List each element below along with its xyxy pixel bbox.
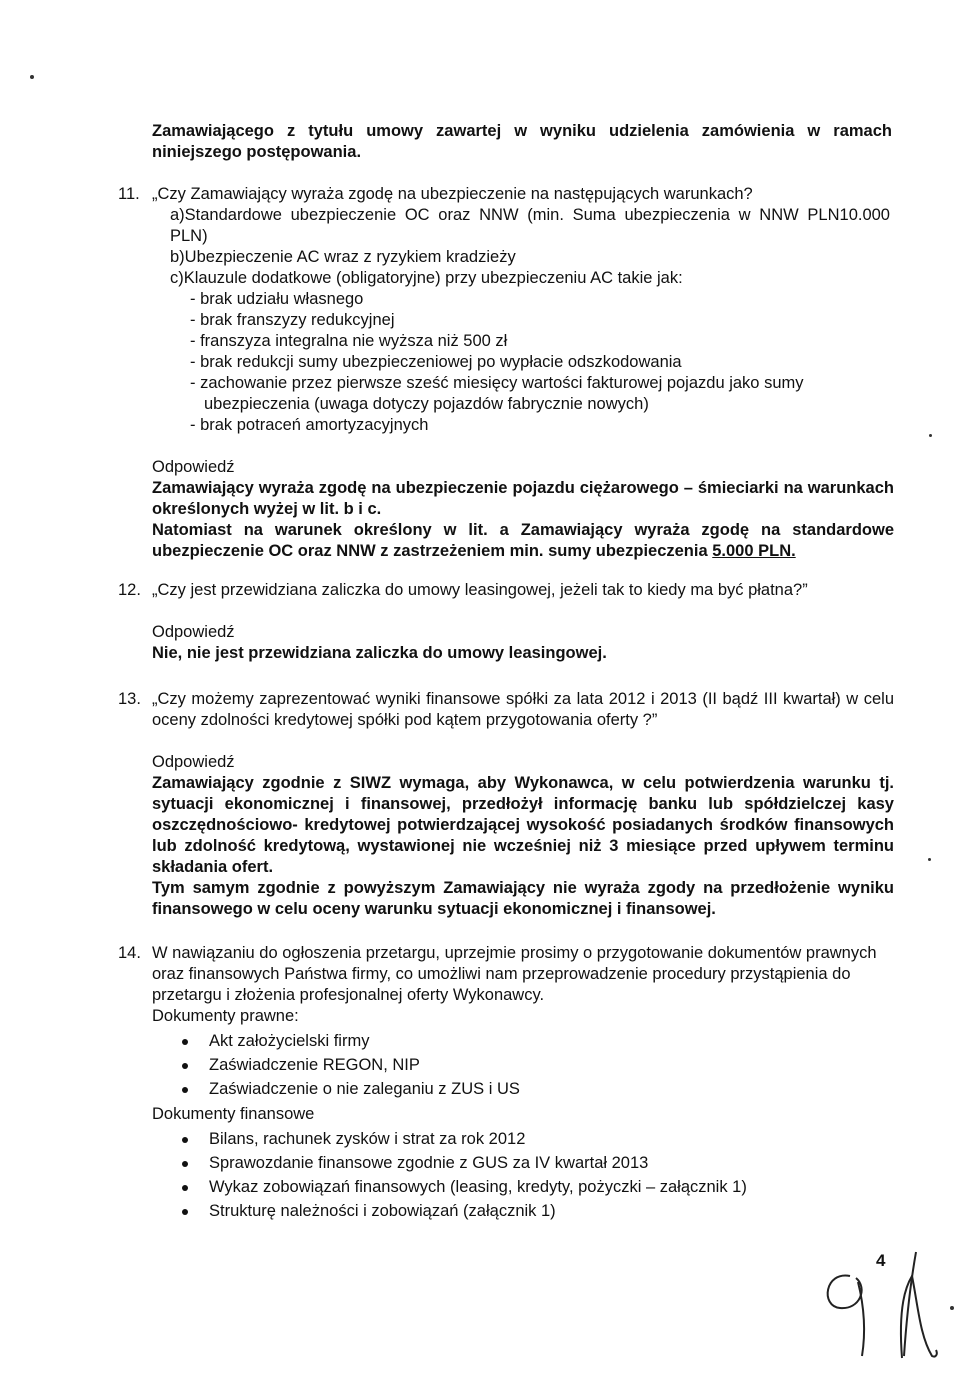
answer-text: Tym samym zgodnie z powyższym Zamawiający nie wyraża zgody na przedłożenie wyniku finansowego w celu oceny warunku sytuacji ekonomicznej i finansowej. bbox=[152, 879, 894, 918]
answer-label: Odpowiedź bbox=[152, 458, 235, 476]
bullet-icon bbox=[182, 1137, 188, 1143]
list-item: Sprawozdanie finansowe zgodnie z GUS za IV kwartał 2013 bbox=[152, 1153, 894, 1174]
section-label: Dokumenty finansowe bbox=[152, 1105, 315, 1123]
scan-speck bbox=[950, 1306, 954, 1310]
list-item: Strukturę należności i zobowiązań (załącznik 1) bbox=[152, 1201, 894, 1222]
answer-block bbox=[152, 622, 894, 664]
request-text: W nawiązaniu do ogłoszenia przetargu, uprzejmie prosimy o przygotowanie dokumentów prawnych oraz finansowych Państwa firmy, co umożliwi nam przeprowadzenie procedury przystąpienia do przetargu i złożenia profesjonalnej oferty Wykonawcy. bbox=[152, 944, 877, 1004]
bullet-icon bbox=[182, 1185, 188, 1191]
condition-list bbox=[170, 205, 894, 289]
bullet-icon bbox=[182, 1161, 188, 1167]
list-item: Bilans, rachunek zysków i strat za rok 2012 bbox=[152, 1129, 894, 1150]
question-number: 14. bbox=[118, 944, 141, 962]
legal-documents-list bbox=[152, 1031, 894, 1100]
clause-list bbox=[190, 289, 894, 436]
financial-documents-list bbox=[152, 1129, 894, 1222]
list-item: - franszyza integralna nie wyższa niż 500 zł bbox=[190, 332, 508, 350]
question-text: „Czy jest przewidziana zaliczka do umowy leasingowej, jeżeli tak to kiedy ma być płatna?” bbox=[152, 581, 808, 599]
list-item: - brak udziału własnego bbox=[190, 290, 364, 308]
list-item: ubezpieczenia (uwaga dotyczy pojazdów fabrycznie nowych) bbox=[204, 395, 649, 413]
bullet-icon bbox=[182, 1039, 188, 1045]
page-number: 4 bbox=[876, 1251, 886, 1270]
bullet-icon bbox=[182, 1087, 188, 1093]
answer-label: Odpowiedź bbox=[152, 623, 235, 641]
intro-paragraph: Zamawiającego z tytułu umowy zawartej w wyniku udzielenia zamówienia w ramach niniejszego postępowania. bbox=[152, 122, 892, 161]
answer-label: Odpowiedź bbox=[152, 753, 235, 771]
scan-speck bbox=[30, 75, 34, 79]
answer-text: Natomiast na warunek określony w lit. a Zamawiający wyraża zgodę na standardowe ubezpieczenie OC oraz NNW z zastrzeżeniem min. sumy ubezpieczenia 5.000 PLN. bbox=[152, 521, 894, 560]
answer-text: Zamawiający zgodnie z SIWZ wymaga, aby Wykonawca, w celu potwierdzenia warunku tj. sytuacji ekonomicznej i finansowej, przedłożył informację banku lub spółdzielczej kasy oszczędnościowo- kredytowej potwierdzającej wysokość posiadanych środków finansowych lub zdolność kredytową, wystawionej nie wcześniej niż 3 miesiące przed upływem terminu składania ofert. bbox=[152, 774, 894, 876]
bullet-icon bbox=[182, 1209, 188, 1215]
question-13 bbox=[118, 689, 894, 920]
list-item: - brak franszyzy redukcyjnej bbox=[190, 311, 395, 329]
question-text: „Czy Zamawiający wyraża zgodę na ubezpieczenie na następujących warunkach? bbox=[152, 185, 753, 203]
list-item: Zaświadczenie REGON, NIP bbox=[152, 1055, 894, 1076]
list-item: - brak potraceń amortyzacyjnych bbox=[190, 416, 429, 434]
answer-block bbox=[152, 752, 894, 920]
answer-text: Zamawiający wyraża zgodę na ubezpieczenie pojazdu ciężarowego – śmieciarki na warunkach określonych wyżej w lit. b i c. bbox=[152, 479, 894, 518]
question-text: „Czy możemy zaprezentować wyniki finansowe spółki za lata 2012 i 2013 (II bądź III kwartał) w celu oceny zdolności kredytowej spółki pod kątem przygotowania oferty ?” bbox=[152, 690, 894, 729]
list-item: a)Standardowe ubezpieczenie OC oraz NNW (min. Suma ubezpieczenia w NNW PLN10.000 PLN) bbox=[170, 206, 890, 245]
handwritten-initials bbox=[820, 1246, 950, 1386]
section-label: Dokumenty prawne: bbox=[152, 1007, 299, 1025]
question-14 bbox=[118, 943, 894, 1226]
list-item: Zaświadczenie o nie zaleganiu z ZUS i US bbox=[152, 1079, 894, 1100]
question-12 bbox=[118, 580, 894, 664]
question-number: 13. bbox=[118, 690, 141, 708]
insurance-amount: 5.000 PLN. bbox=[712, 542, 796, 560]
question-number: 11. bbox=[118, 185, 140, 203]
bullet-icon bbox=[182, 1063, 188, 1069]
answer-text: Nie, nie jest przewidziana zaliczka do umowy leasingowej. bbox=[152, 644, 607, 662]
question-number: 12. bbox=[118, 581, 141, 599]
scan-speck bbox=[929, 434, 932, 437]
scan-speck bbox=[928, 858, 931, 861]
list-item: - brak redukcji sumy ubezpieczeniowej po wypłacie odszkodowania bbox=[190, 353, 682, 371]
list-item: c)Klauzule dodatkowe (obligatoryjne) przy ubezpieczeniu AC takie jak: bbox=[170, 269, 683, 287]
question-11 bbox=[118, 184, 894, 562]
answer-block bbox=[152, 457, 894, 562]
list-item: Wykaz zobowiązań finansowych (leasing, kredyty, pożyczki – załącznik 1) bbox=[152, 1177, 894, 1198]
list-item: b)Ubezpieczenie AC wraz z ryzykiem kradzieży bbox=[170, 248, 516, 266]
list-item: - zachowanie przez pierwsze sześć miesięcy wartości fakturowej pojazdu jako sumy bbox=[190, 374, 804, 392]
list-item: Akt założycielski firmy bbox=[152, 1031, 894, 1052]
